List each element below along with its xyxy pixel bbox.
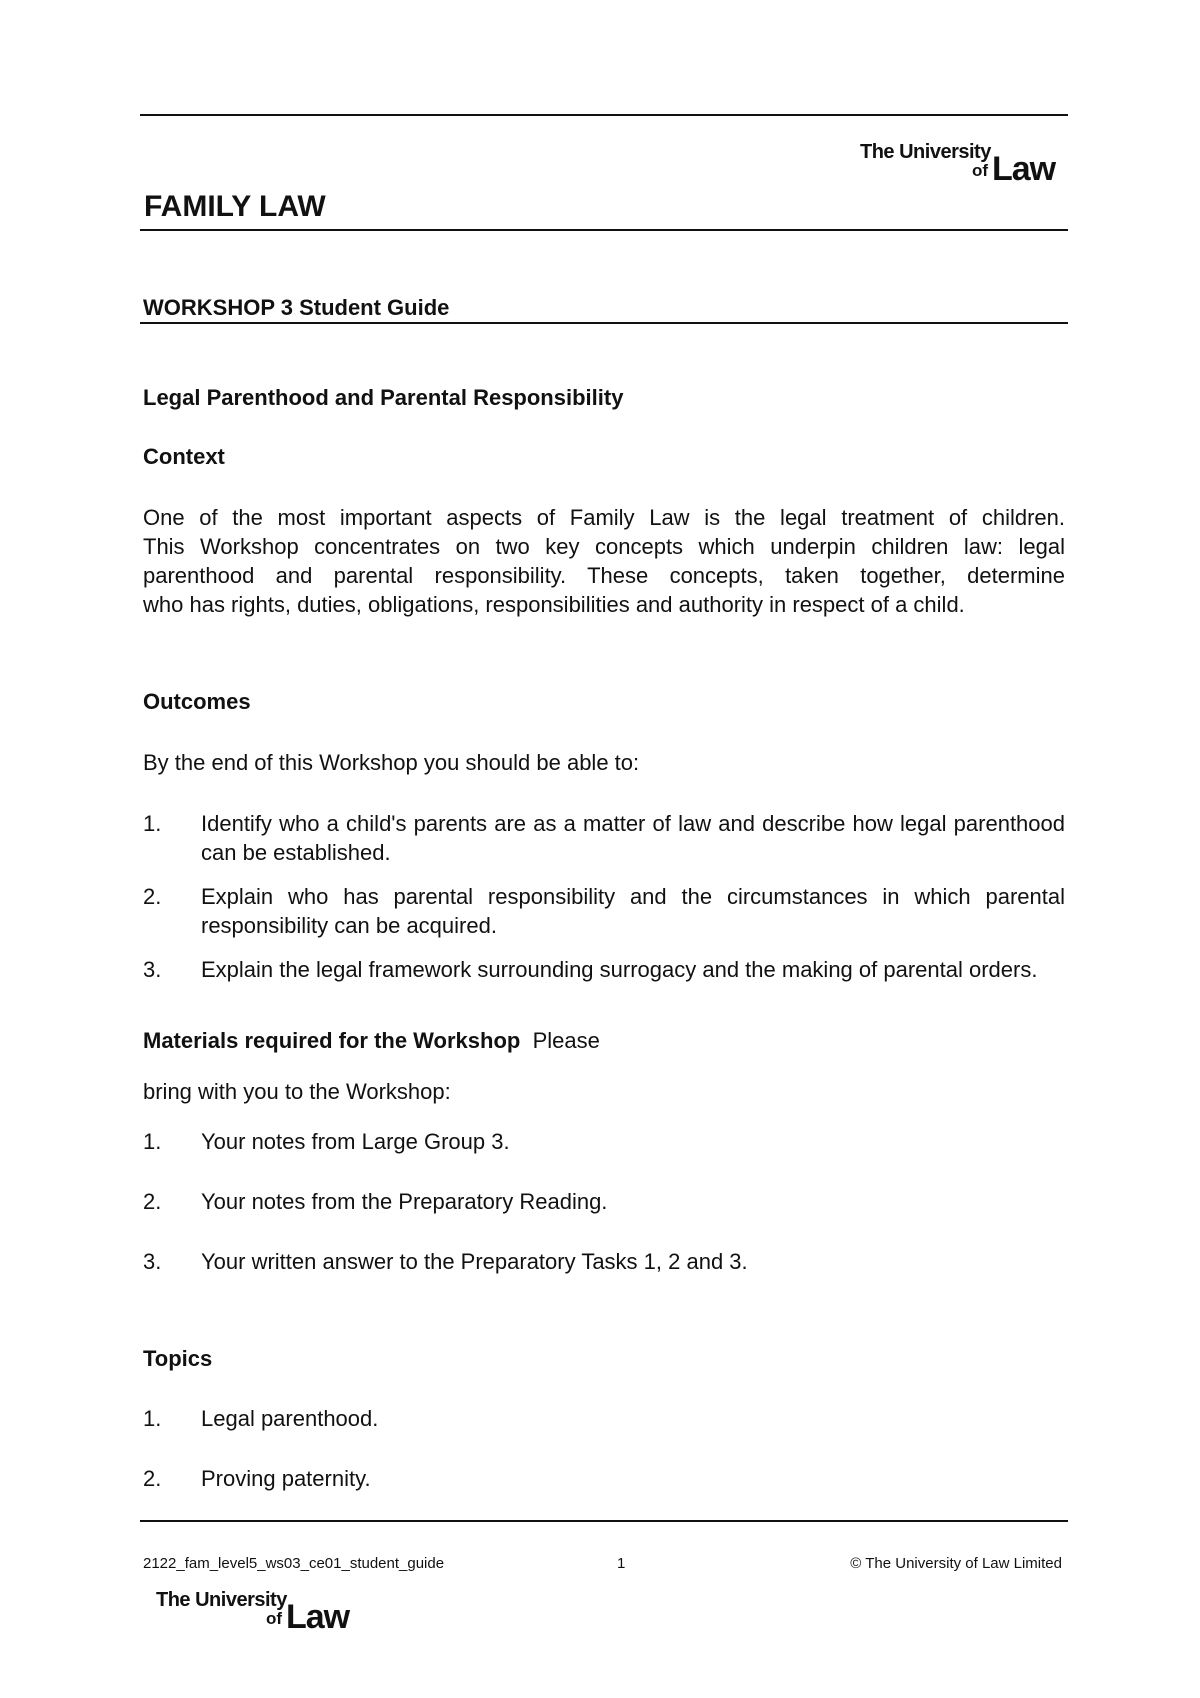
- materials-intro: bring with you to the Workshop:: [143, 1079, 451, 1104]
- topic-heading: Legal Parenthood and Parental Responsibility: [143, 385, 624, 410]
- list-number: 1.: [143, 811, 162, 836]
- logo-law: Law: [992, 150, 1056, 188]
- context-heading: Context: [143, 444, 225, 469]
- outcomes-intro: By the end of this Workshop you should be able to:: [143, 750, 640, 775]
- list-text: Your written answer to the Preparatory Tasks 1, 2 and 3.: [201, 1249, 748, 1274]
- list-number: 3.: [143, 1249, 162, 1274]
- materials-heading-line: [143, 1028, 600, 1054]
- logo-line1: The University: [860, 141, 991, 163]
- materials-heading: Materials required for the Workshop: [143, 1028, 521, 1053]
- title-rule: [140, 229, 1068, 231]
- list-text: Legal parenthood.: [201, 1406, 379, 1431]
- context-line: parenthood and parental responsibility. These concepts, taken together, determine: [143, 563, 1065, 588]
- logo-of: of: [972, 161, 989, 180]
- logo-of: of: [266, 1609, 283, 1628]
- footer-page-number: 1: [617, 1555, 626, 1572]
- list-number: 2.: [143, 884, 162, 909]
- logo-line1: The University: [156, 1589, 287, 1611]
- page-subtitle: WORKSHOP 3 Student Guide: [143, 295, 450, 320]
- footer-rule: [140, 1520, 1068, 1522]
- logo-law: Law: [286, 1598, 350, 1636]
- list-text: Proving paternity.: [201, 1466, 371, 1491]
- list-text: Identify who a child's parents are as a matter of law and describe how legal parenthood can be established.: [201, 811, 1065, 865]
- list-text: Your notes from the Preparatory Reading.: [201, 1189, 608, 1214]
- list-number: 2.: [143, 1466, 162, 1491]
- context-line: This Workshop concentrates on two key concepts which underpin children law: legal: [143, 534, 1065, 559]
- list-number: 1.: [143, 1406, 162, 1431]
- subtitle-rule: [140, 322, 1068, 324]
- footer-copyright: © The University of Law Limited: [850, 1555, 1062, 1572]
- top-rule: [140, 114, 1068, 116]
- outcomes-heading: Outcomes: [143, 689, 251, 714]
- footer-university-logo: [156, 1589, 366, 1636]
- context-line: who has rights, duties, obligations, responsibilities and authority in respect of a child.: [143, 592, 965, 617]
- list-number: 2.: [143, 1189, 162, 1214]
- topics-heading: Topics: [143, 1346, 213, 1371]
- context-line: One of the most important aspects of Family Law is the legal treatment of children.: [143, 505, 1065, 530]
- materials-please: Please: [532, 1028, 600, 1053]
- footer-filename: 2122_fam_level5_ws03_ce01_student_guide: [143, 1555, 445, 1572]
- list-text: Explain who has parental responsibility and the circumstances in which parental responsibility can be acquired.: [201, 884, 1065, 938]
- university-logo: [860, 141, 1070, 188]
- list-text: Explain the legal framework surrounding surrogacy and the making of parental orders.: [201, 957, 1038, 982]
- context-paragraph: [143, 503, 1065, 619]
- list-number: 1.: [143, 1129, 162, 1154]
- list-text: Your notes from Large Group 3.: [201, 1129, 510, 1154]
- list-number: 3.: [143, 957, 162, 982]
- page-title: FAMILY LAW: [144, 190, 326, 223]
